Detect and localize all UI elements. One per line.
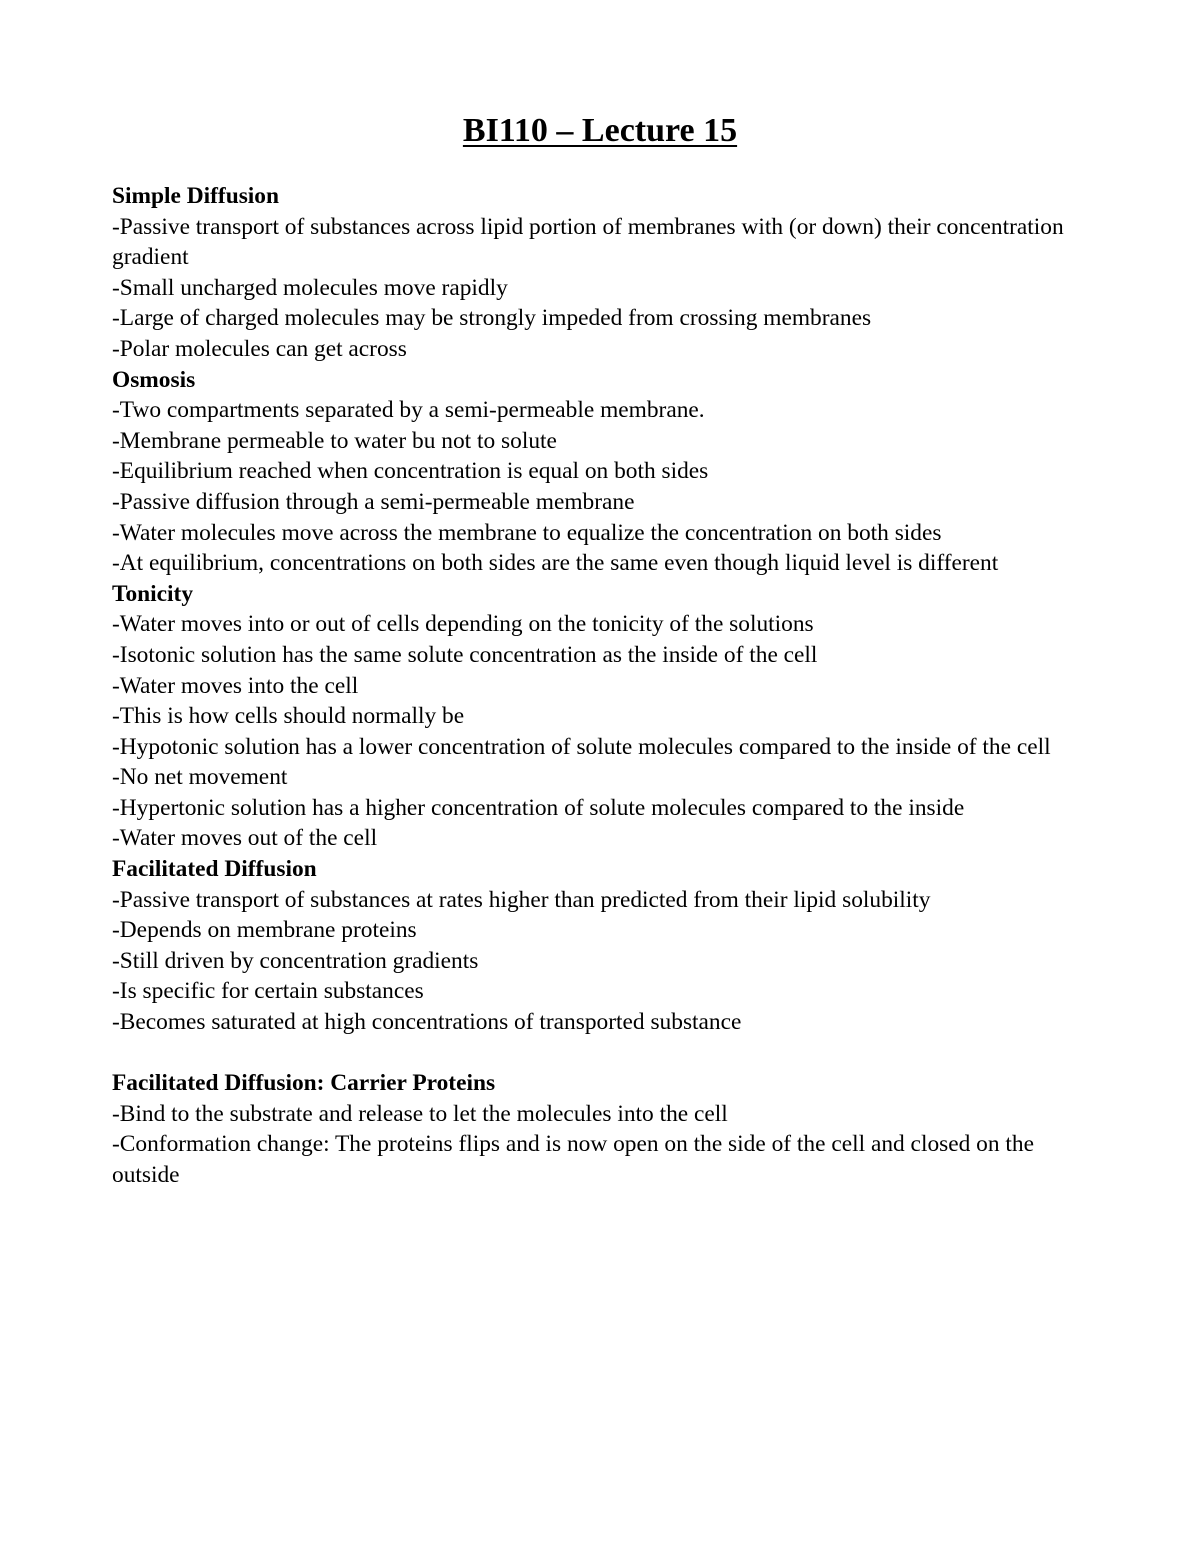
bullet-line: -Water moves into or out of cells depending on the tonicity of the solutions xyxy=(112,611,814,638)
section-heading: Facilitated Diffusion: Carrier Proteins xyxy=(112,1070,496,1097)
bullet-line: -Depends on membrane proteins xyxy=(112,917,417,944)
bullet-line: -Two compartments separated by a semi-permeable membrane. xyxy=(112,397,705,424)
bullet-line: -Is specific for certain substances xyxy=(112,978,424,1005)
section-facilitated-diffusion xyxy=(112,854,1102,1038)
section-heading: Tonicity xyxy=(112,580,194,607)
section-osmosis xyxy=(112,365,1102,579)
bullet-line: -Bind to the substrate and release to let the molecules into the cell xyxy=(112,1100,728,1127)
section-heading: Simple Diffusion xyxy=(112,183,280,209)
bullet-line: -Polar molecules can get across xyxy=(112,335,407,362)
bullet-line: -Passive transport of substances across lipid portion of membranes with (or down) their concentration gradient xyxy=(112,213,1064,271)
bullet-line: -Hypotonic solution has a lower concentration of solute molecules compared to the inside of the cell xyxy=(112,733,1051,760)
document-title: BI110 – Lecture 15 xyxy=(462,112,738,149)
bullet-line: -At equilibrium, concentrations on both sides are the same even though liquid level is different xyxy=(112,550,999,577)
blank-line xyxy=(112,1038,1102,1069)
section-carrier-proteins xyxy=(112,1068,1102,1190)
bullet-line: -Still driven by concentration gradients xyxy=(112,947,479,974)
bullet-line: -Hypertonic solution has a higher concentration of solute molecules compared to the inside xyxy=(112,794,965,821)
bullet-line: -Conformation change: The proteins flips and is now open on the side of the cell and closed on the outside xyxy=(112,1131,1034,1188)
bullet-line: -Water moves out of the cell xyxy=(112,825,378,852)
bullet-line: -Small uncharged molecules move rapidly xyxy=(112,274,508,301)
section-heading: Osmosis xyxy=(112,366,196,393)
bullet-line: -Passive diffusion through a semi-permeable membrane xyxy=(112,488,635,515)
bullet-line: -Water moves into the cell xyxy=(112,672,359,699)
document-body xyxy=(112,181,1102,1191)
bullet-line: -This is how cells should normally be xyxy=(112,703,465,730)
section-heading: Facilitated Diffusion xyxy=(112,856,317,883)
bullet-line: -Large of charged molecules may be strongly impeded from crossing membranes xyxy=(112,305,872,332)
bullet-line: -Passive transport of substances at rates higher than predicted from their lipid solubility xyxy=(112,886,931,913)
bullet-line: -Becomes saturated at high concentrations of transported substance xyxy=(112,1009,742,1036)
bullet-line: -No net movement xyxy=(112,764,288,791)
bullet-line: -Water molecules move across the membrane to equalize the concentration on both sides xyxy=(112,519,942,546)
bullet-line: -Isotonic solution has the same solute concentration as the inside of the cell xyxy=(112,641,818,668)
bullet-line: -Membrane permeable to water bu not to solute xyxy=(112,427,557,454)
section-tonicity xyxy=(112,579,1102,854)
section-simple-diffusion xyxy=(112,181,1102,365)
bullet-line: -Equilibrium reached when concentration is equal on both sides xyxy=(112,458,709,485)
